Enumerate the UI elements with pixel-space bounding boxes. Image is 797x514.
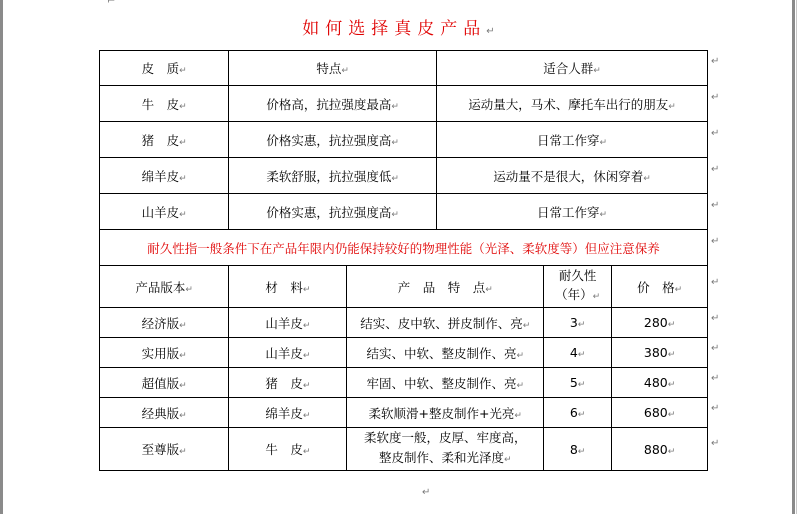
cell-feature[interactable]: 柔软舒服，抗拉强度低↵ [229,158,437,194]
page-edge-right [792,0,795,514]
cell-durability[interactable]: 8↵ [543,428,611,471]
document-title-text: 如何选择真皮产品 [302,19,487,39]
cell-durability[interactable]: 3↵ [543,308,611,338]
cell-price[interactable]: 880↵ [612,428,708,471]
table-row [100,86,708,122]
row-end-mark-icon: ↵ [711,313,720,324]
row-end-mark-icon: ↵ [711,236,720,247]
table-row [100,158,708,194]
leather-comparison-table[interactable] [99,50,708,471]
cell-material[interactable]: 山羊皮↵ [229,308,347,338]
durability-notice[interactable]: 耐久性指一般条件下在产品年限内仍能保持较好的物理性能（光泽、柔软度等）但应注意保养 [100,230,708,266]
row-end-mark-icon: ↵ [711,438,720,449]
cell-audience[interactable]: 日常工作穿↵ [437,122,708,158]
header-cell-leather-type[interactable]: 皮 质↵ [100,51,229,86]
cell-leather-type[interactable]: 山羊皮↵ [100,194,229,230]
cell-price[interactable]: 380↵ [612,338,708,368]
row-end-mark-icon: ↵ [711,56,720,67]
row-end-mark-icon: ↵ [711,373,720,384]
table-row [100,308,708,338]
cell-version[interactable]: 经典版↵ [100,398,229,428]
document-title[interactable] [0,18,797,43]
header-cell-audience[interactable]: 适合人群↵ [437,51,708,86]
corner-crop-mark: ⌐ [107,0,116,7]
cell-material[interactable]: 猪 皮↵ [229,368,347,398]
product-header-row [100,266,708,308]
row-end-mark-icon: ↵ [711,164,720,175]
cell-durability[interactable]: 5↵ [543,368,611,398]
cell-material[interactable]: 山羊皮↵ [229,338,347,368]
table-row [100,428,708,471]
cell-feature[interactable]: 价格实惠，抗拉强度高↵ [229,194,437,230]
header-cell-price[interactable]: 价 格↵ [612,266,708,308]
table-row [100,368,708,398]
cell-durability[interactable]: 4↵ [543,338,611,368]
row-end-mark-icon: ↵ [711,200,720,211]
cell-product-features[interactable]: 结实、中软、整皮制作、亮↵ [347,338,544,368]
cell-feature[interactable]: 价格实惠，抗拉强度高↵ [229,122,437,158]
cell-price[interactable]: 480↵ [612,368,708,398]
cell-audience[interactable]: 运动量大，马术、摩托车出行的朋友↵ [437,86,708,122]
table-row [100,122,708,158]
cell-version[interactable]: 超值版↵ [100,368,229,398]
cell-audience[interactable]: 日常工作穿↵ [437,194,708,230]
table-row [100,194,708,230]
cell-audience[interactable]: 运动量不是很大，休闲穿着↵ [437,158,708,194]
cell-version[interactable]: 实用版↵ [100,338,229,368]
paragraph-mark-icon: ↵ [422,487,431,498]
leather-header-row [100,51,708,86]
cell-version[interactable]: 经济版↵ [100,308,229,338]
cell-feature[interactable]: 价格高，抗拉强度最高↵ [229,86,437,122]
cell-material[interactable]: 绵羊皮↵ [229,398,347,428]
cell-version[interactable]: 至尊版↵ [100,428,229,471]
cell-price[interactable]: 280↵ [612,308,708,338]
cell-durability[interactable]: 6↵ [543,398,611,428]
cell-material[interactable]: 牛 皮↵ [229,428,347,471]
header-cell-version[interactable]: 产品版本↵ [100,266,229,308]
cell-product-features[interactable]: 牢固、中软、整皮制作、亮↵ [347,368,544,398]
cell-product-features[interactable]: 结实、皮中软、拼皮制作、亮↵ [347,308,544,338]
page-edge-left [0,0,3,514]
cell-leather-type[interactable]: 猪 皮↵ [100,122,229,158]
row-end-mark-icon: ↵ [711,403,720,414]
cell-product-features[interactable]: 柔软度一般，皮厚、牢度高， 整皮制作、柔和光泽度↵ [347,428,544,471]
header-cell-durability[interactable]: 耐久性 （年）↵ [543,266,611,308]
header-cell-feature[interactable]: 特点↵ [229,51,437,86]
cell-product-features[interactable]: 柔软顺滑+整皮制作+光亮↵ [347,398,544,428]
row-end-mark-icon: ↵ [711,92,720,103]
notice-row [100,230,708,266]
row-end-mark-icon: ↵ [711,343,720,354]
paragraph-mark-icon: ↵ [486,26,495,37]
cell-leather-type[interactable]: 绵羊皮↵ [100,158,229,194]
header-cell-product-features[interactable]: 产 品 特 点↵ [347,266,544,308]
cell-price[interactable]: 680↵ [612,398,708,428]
table-row [100,398,708,428]
header-cell-material[interactable]: 材 料↵ [229,266,347,308]
table-row [100,338,708,368]
row-end-mark-icon: ↵ [711,128,720,139]
row-end-mark-icon: ↵ [711,277,720,288]
cell-leather-type[interactable]: 牛 皮↵ [100,86,229,122]
